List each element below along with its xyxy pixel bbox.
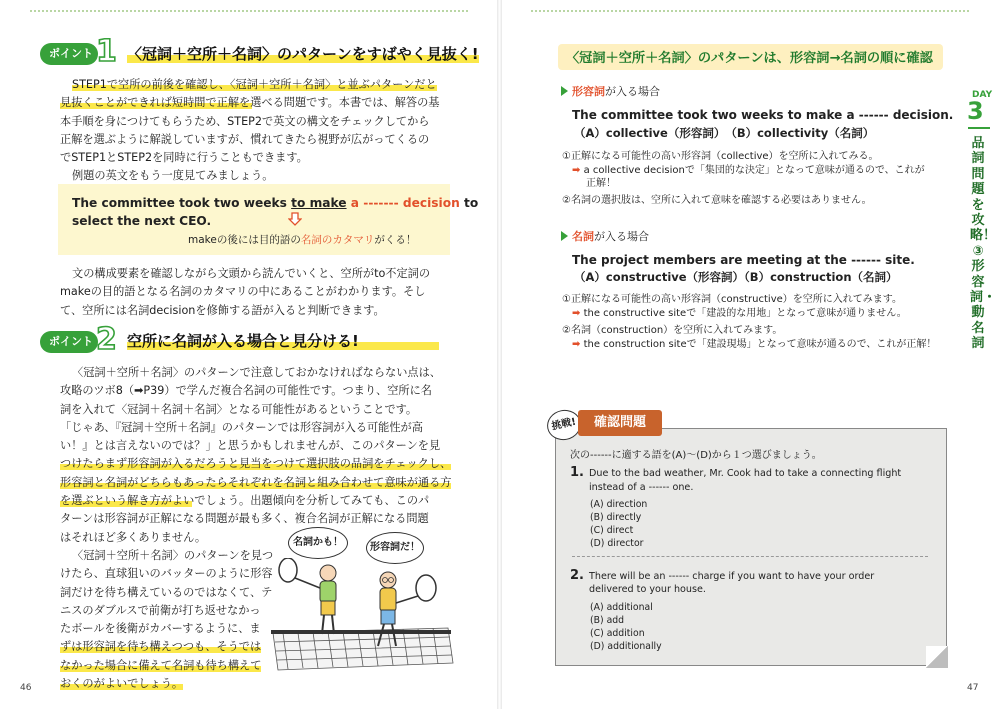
- p4-line: [60, 638, 273, 656]
- page-fold: [926, 646, 948, 668]
- example-note: [188, 232, 416, 247]
- point-2-number: 2: [96, 322, 117, 357]
- noun-case-sentence: The project members are meeting at the ------ site.: [572, 253, 915, 267]
- example-text: to: [459, 196, 479, 210]
- point-1-number: 1: [96, 34, 117, 69]
- q1-option-c[interactable]: (C) direct: [590, 525, 634, 536]
- p3-line-text: つけたらまず形容詞が入るだろうと見当をつけて選択肢の品詞をチェックし、: [60, 457, 452, 471]
- q1-number: 1.: [570, 465, 584, 480]
- example-line-1: [72, 194, 478, 212]
- p4-line: けたら、直球狙いのバッターのように形容: [60, 567, 273, 581]
- speech-bubble-noun: 名詞かも！: [288, 527, 348, 559]
- p1-line: 例題の英文をもう一度見てみましょう。: [72, 169, 274, 183]
- p3-line: はそれほど多くありません。: [60, 530, 207, 544]
- adj-case-note-1b: [572, 164, 925, 178]
- p4-line: たボールを後衛がカバーするように、ま: [60, 622, 261, 636]
- p3-line: 「じゃあ、『冠詞＋空所＋名詞』のパターンでは形容詞が入る可能性が高: [60, 420, 423, 434]
- q2-text-1: There will be an ------ charge if you want to have your order: [589, 571, 875, 582]
- adj-case-note-1c: 正解！: [586, 178, 616, 189]
- p3-line: [60, 492, 451, 510]
- example-underlined: to make: [291, 196, 347, 210]
- paragraph-4: [60, 547, 273, 693]
- triangle-bullet-icon: [561, 86, 568, 96]
- p3-line: 〈冠詞＋空所＋名詞〉のパターンで注意しておかなければならない点は、: [72, 366, 441, 379]
- point-1-title: [127, 44, 479, 64]
- noun-case-note-1: ①正解になる可能性の高い形容詞（constructive）を空所に入れてみます。: [562, 294, 902, 305]
- left-page: [0, 0, 498, 709]
- p4-line: 詞だけを待ち構えているのではなくて、テ: [60, 585, 273, 599]
- top-decoration: [30, 10, 468, 16]
- noun-case-options: （A）constructive（形容詞）（B）construction（名詞）: [574, 270, 898, 284]
- example-line-2: select the next CEO.: [72, 214, 212, 228]
- q2-number: 2.: [570, 568, 584, 583]
- page-number-right: 47: [967, 683, 979, 693]
- paragraph-1: [60, 76, 439, 186]
- day-label: DAY: [972, 90, 993, 100]
- adj-case-label-red: 形容詞: [572, 85, 605, 98]
- q1-option-a[interactable]: (A) direction: [590, 499, 648, 510]
- p1-line-text: STEP1で空所の前後を確認し、〈冠詞＋空所＋名詞〉と並ぶパターンだと: [72, 78, 437, 91]
- p3-line: [60, 455, 451, 473]
- noun-case-label: [572, 228, 649, 244]
- p4-line: [60, 657, 273, 675]
- quiz-instruction: 次の------に適する語を(A)〜(D)から１つ選びましょう。: [570, 450, 822, 461]
- page-number-left: 46: [20, 683, 32, 693]
- paragraph-2: [60, 265, 430, 320]
- adj-case-note-2: ②名詞の選択肢は、空所に入れて意味を確認する必要はありません。: [562, 195, 872, 206]
- q1-option-b[interactable]: (B) directly: [590, 512, 642, 523]
- note-red: 名詞のカタマリ: [300, 234, 375, 246]
- adj-case-label: [572, 83, 660, 99]
- right-title: 〈冠詞＋空所＋名詞〉のパターンは、形容詞→名詞の順に確認: [566, 51, 933, 66]
- note-text: a collective decisionで「集団的な決定」となって意味が通るので、これが: [583, 165, 925, 176]
- noun-case-note-2b: [572, 338, 936, 352]
- p1-line: でSTEP1とSTEP2を同時に行うこともできます。: [60, 151, 308, 165]
- paragraph-3: [60, 364, 451, 547]
- q2-option-b[interactable]: (B) add: [590, 615, 625, 626]
- p3-line-text: 形容詞と名詞がどちらもあったらそれぞれを名詞と組み合わせて意味が通る方: [60, 475, 452, 489]
- note-text: がくる！: [374, 234, 417, 246]
- noun-case-label-red: 名詞: [572, 230, 594, 243]
- side-vertical-title: 品詞問題を攻略！③形容詞・動名詞: [970, 136, 997, 352]
- p3-line-text: を選ぶという解き方がよいでしょう。出題傾向を分析してみても、このパ: [60, 494, 430, 508]
- adj-case-note-1: ①正解になる可能性の高い形容詞（collective）を空所に入れてみる。: [562, 151, 879, 162]
- adj-case-label-rest: が入る場合: [605, 85, 660, 98]
- tennis-illustration: [268, 558, 458, 673]
- q2-text-2: delivered to your house.: [589, 584, 706, 595]
- example-red: a ------- decision: [346, 196, 460, 210]
- challenge-badge: 挑戦!: [544, 407, 583, 443]
- note-text: the construction siteで「建設現場」となって意味が通るので、これが正解！: [583, 339, 937, 350]
- day-divider: [968, 127, 990, 129]
- q2-option-d[interactable]: (D) additionally: [590, 641, 662, 652]
- p4-line: 〈冠詞＋空所＋名詞〉のパターンを見つ: [72, 549, 274, 562]
- quiz-title: 確認問題: [578, 410, 662, 436]
- q1-option-d[interactable]: (D) director: [590, 538, 644, 549]
- day-number: 3: [967, 97, 984, 125]
- point-2-title: [127, 331, 439, 351]
- p2-line: て、空所には名詞decisionを修飾する語が入ると判断できます。: [60, 303, 385, 317]
- p3-line: 詞を入れて〈冠詞＋名詞＋名詞〉となる可能性があるということです。: [60, 402, 418, 416]
- speech-bubble-adjective: 形容詞だ！: [366, 532, 424, 564]
- triangle-bullet-icon: [561, 231, 568, 241]
- noun-case-note-2: ②名詞（construction）を空所に入れてみます。: [562, 325, 783, 336]
- point-1-badge: ポイント: [40, 43, 98, 65]
- q1-text-1: Due to the bad weather, Mr. Cook had to take a connecting flight: [589, 468, 902, 479]
- quiz-divider: [572, 556, 928, 557]
- p2-line: 文の構成要素を確認しながら文頭から読んでいくと、空所がto不定詞の: [72, 267, 431, 280]
- p1-line: 本手順を身につけてもらうため、STEP2で英文の構文をチェックしてから: [60, 114, 430, 128]
- arrow-right-icon: ➡: [572, 339, 581, 350]
- point-2-badge: ポイント: [40, 331, 98, 353]
- p4-line: [60, 675, 273, 693]
- p3-line: [60, 474, 451, 492]
- arrow-right-icon: ➡: [572, 165, 581, 176]
- gutter: [497, 0, 502, 709]
- point-2-title-text: 空所に名詞が入る場合と見分ける!: [127, 332, 439, 350]
- adj-case-options: （A）collective（形容詞） （B）collectivity（名詞）: [574, 126, 875, 140]
- p3-line: い！』とは言えないのでは？」と思うかもしれませんが、このパターンを見: [60, 439, 441, 453]
- p4-line-text: おくのがよいでしょう。: [60, 677, 184, 691]
- p1-line: [60, 76, 439, 94]
- q2-option-c[interactable]: (C) addition: [590, 628, 645, 639]
- adj-case-sentence: The committee took two weeks to make a ------ decision.: [572, 108, 954, 122]
- example-text: The committee took two weeks: [72, 196, 292, 210]
- p4-line: ニスのダブルスで前衛が打ち返せなかっ: [60, 603, 261, 617]
- top-decoration-right: [531, 10, 969, 16]
- p1-line: [60, 94, 439, 112]
- point-1-title-text: 〈冠詞＋空所＋名詞〉のパターンをすばやく見抜く!: [127, 45, 479, 63]
- p3-line: ターンは形容詞が正解になる問題が最も多く、複合名詞が正解になる問題: [60, 512, 429, 526]
- p4-line-text: ずは形容詞を待ち構えつつも、そうでは: [60, 640, 262, 654]
- p1-line-text: 見抜くことができれば短時間で正解を選べる問題です。本書では、解答の基: [60, 96, 440, 110]
- q1-text-2: instead of a ------ one.: [589, 482, 694, 493]
- p1-line: 正解を選ぶように解説していますが、慣れてきたら視野が広がってくるの: [60, 132, 430, 146]
- p4-line-text: なかった場合に備えて名詞も待ち構えて: [60, 658, 262, 672]
- arrow-right-icon: ➡: [572, 308, 581, 319]
- noun-case-note-1b: [572, 307, 907, 321]
- p3-line: 攻略のツボ8（➡P39）で学んだ複合名詞の可能性です。つまり、空所に名: [60, 384, 432, 398]
- note-text: the constructive siteで「建設的な用地」となって意味が通りません。: [583, 308, 907, 319]
- p2-line: makeの目的語となる名詞のカタマリの中にあることがわかります。そし: [60, 285, 426, 299]
- noun-case-label-rest: が入る場合: [594, 230, 649, 243]
- q2-option-a[interactable]: (A) additional: [590, 602, 653, 613]
- note-text: makeの後には目的語の: [188, 234, 301, 246]
- arrow-down-icon: [288, 212, 302, 226]
